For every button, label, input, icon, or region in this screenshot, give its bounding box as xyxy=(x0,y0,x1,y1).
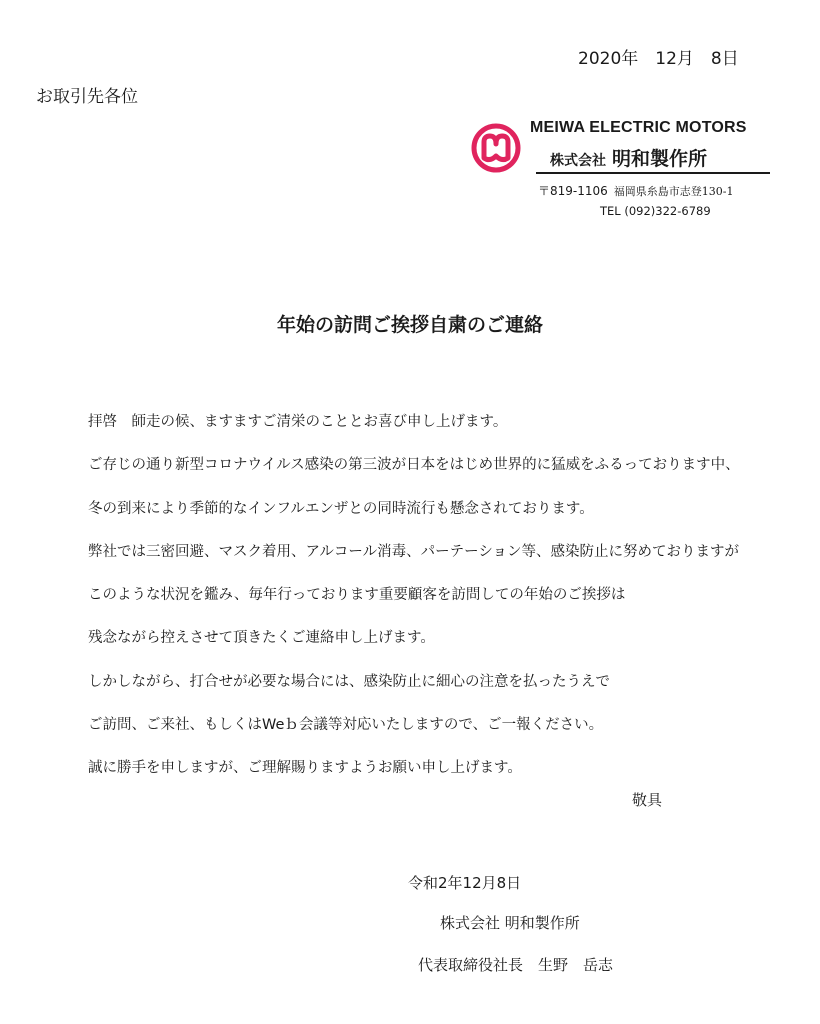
letterhead xyxy=(470,116,770,226)
letterhead-divider xyxy=(536,172,770,174)
body-line: しかしながら、打合せが必要な場合には、感染防止に細心の注意を払ったうえで xyxy=(88,673,610,690)
letter-body xyxy=(88,412,788,802)
letter-date: 2020年 12月 8日 xyxy=(578,49,739,69)
recipient: お取引先各位 xyxy=(36,87,138,107)
closing-word: 敬具 xyxy=(632,791,663,809)
signature-person: 代表取締役社長 生野 岳志 xyxy=(418,956,614,974)
company-name-english: MEIWA ELECTRIC MOTORS xyxy=(530,119,747,136)
signature-date: 令和2年12月8日 xyxy=(408,874,522,892)
body-line: このような状況を鑑み、毎年行っております重要顧客を訪問しての年始のご挨拶は xyxy=(88,587,626,604)
body-line: ご存じの通り新型コロナウイルス感染の第三波が日本をはじめ世界的に猛威をふるっております中、 xyxy=(88,457,740,474)
meiwa-logo-icon xyxy=(470,122,522,174)
street-address: 福岡県糸島市志登130-1 xyxy=(613,185,734,198)
body-line: 拝啓 師走の候、ますますご清栄のこととお喜び申し上げます。 xyxy=(88,414,508,430)
company-name-japanese xyxy=(550,144,707,171)
body-line: 残念ながら控えさせて頂きたくご連絡申し上げます。 xyxy=(88,630,435,647)
body-line: ご訪問、ご来社、もしくはWeｂ会議等対応いたしますので、ご一報ください。 xyxy=(88,717,604,734)
company-phone: TEL (092)322-6789 xyxy=(600,204,711,218)
body-line: 誠に勝手を申しますが、ご理解賜りますようお願い申し上げます。 xyxy=(88,760,522,777)
body-line: 冬の到来により季節的なインフルエンザとの同時流行も懸念されております。 xyxy=(88,500,594,517)
company-type-label: 株式会社 xyxy=(550,153,606,169)
letter-subject: 年始の訪問ご挨拶自粛のご連絡 xyxy=(276,314,543,336)
body-line: 弊社では三密回避、マスク着用、アルコール消毒、パーテーション等、感染防止に努めておりますが xyxy=(88,543,740,560)
company-address xyxy=(538,182,734,199)
company-name-label: 明和製作所 xyxy=(612,148,708,170)
postal-code: 〒819-1106 xyxy=(538,184,608,198)
signature-company: 株式会社 明和製作所 xyxy=(440,914,580,932)
